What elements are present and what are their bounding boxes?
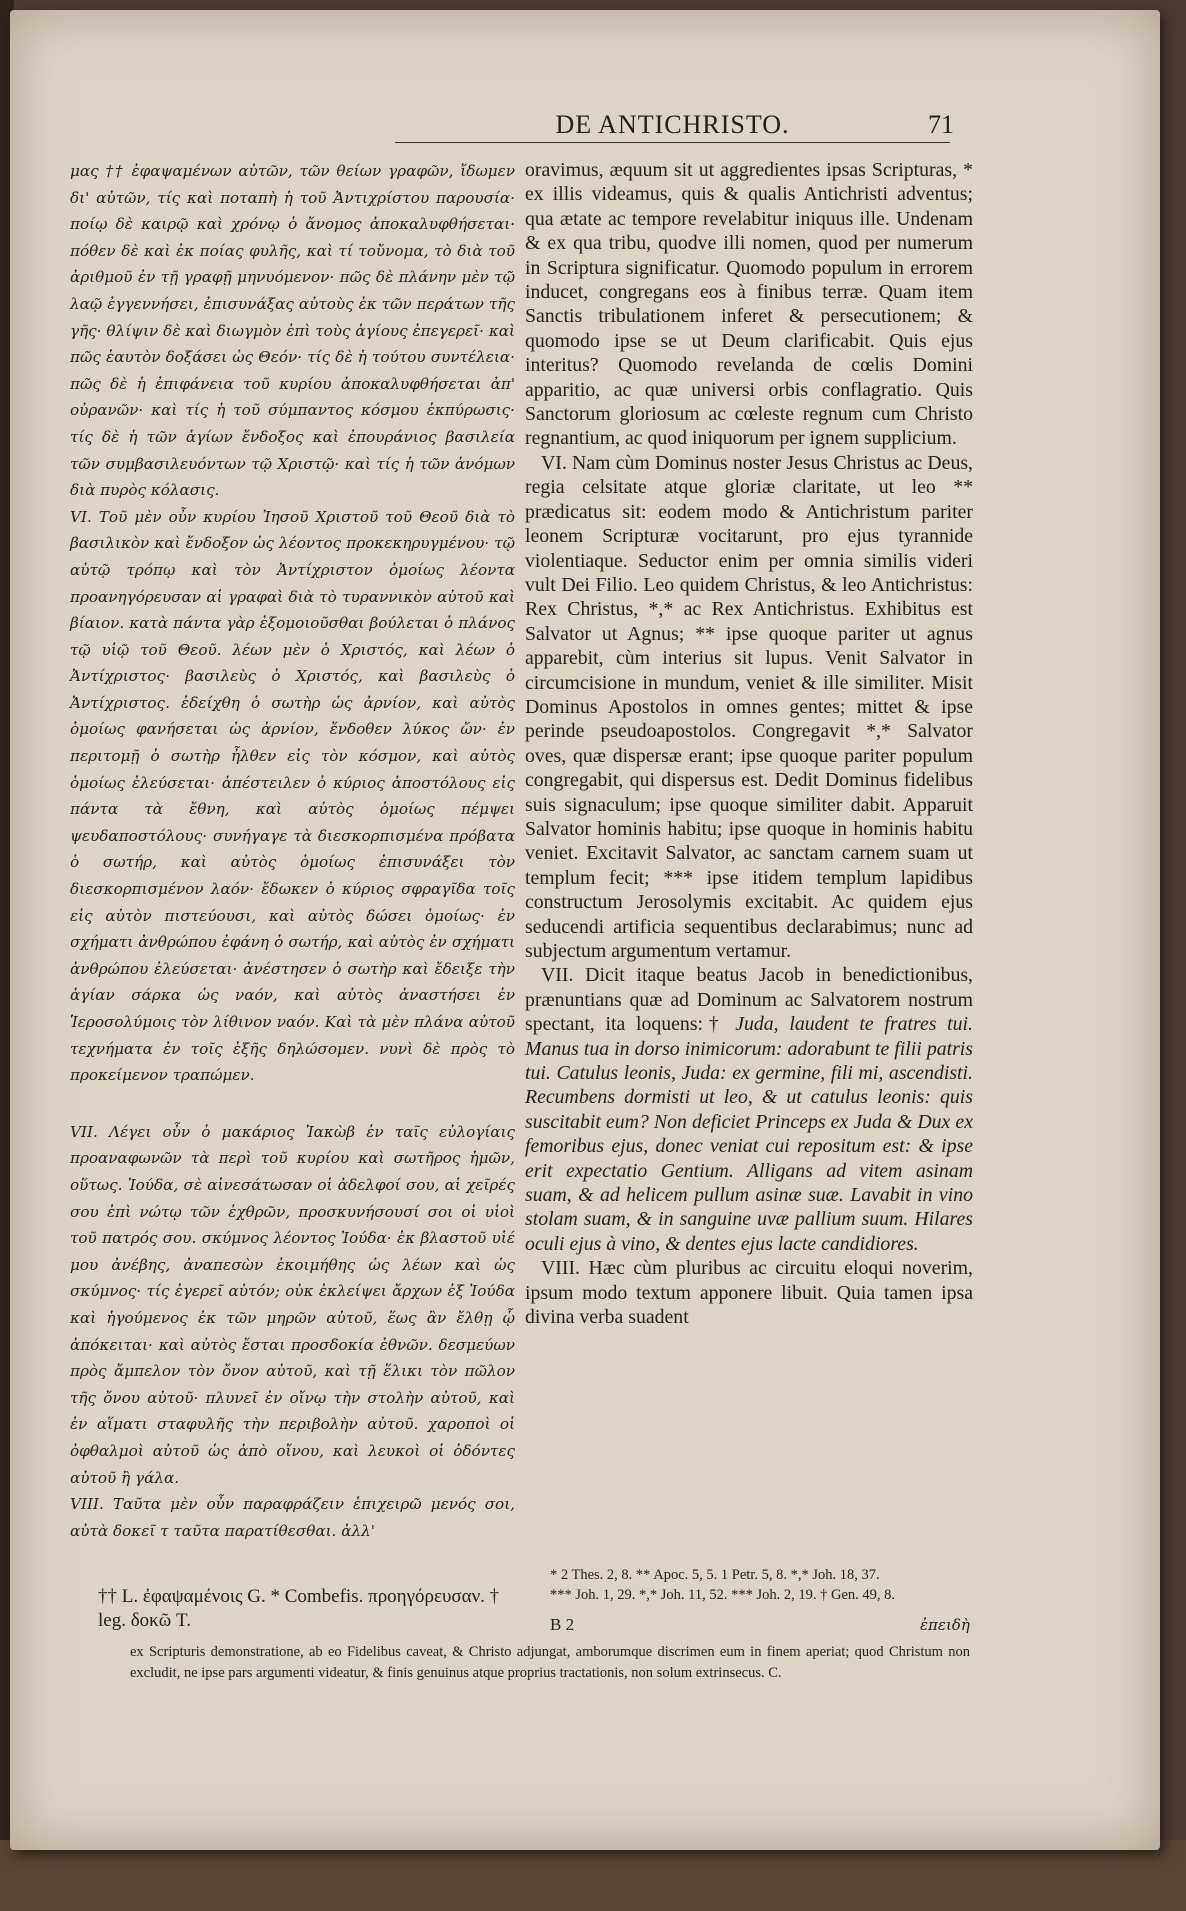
greek-column [70,158,515,1544]
scripture-references-line-2: *** Joh. 1, 29. *,* Joh. 11, 52. *** Joh. 2, 19. † Gen. 49, 8. [550,1587,896,1603]
greek-textual-note: †† L. ἐφαψαμένοις G. * Combefis. προηγόρευσαν. † leg. δοκῶ T. [98,1586,500,1631]
latin-paragraph-viii: VIII. Hæc cùm pluribus ac circuitu eloqui noverim, ipsum modo textum apponere libuit. Quia tamen ipsa divina verba suadent [525,1257,973,1329]
page-header [395,108,954,143]
signature-mark: B 2 [550,1615,575,1634]
latin-paragraph-vii-quote: Juda, laudent te fratres tui. Manus tua in dorso inimicorum: adorabunt te filii patris tui. Catulus leonis, Juda: ex germine, fili mi, ascendisti. Recumbens dormisti ut leo, & ut catulus leonis: quis suscitabit eum? Non deficiet Princeps ex Juda & Dux ex femoribus ejus, donec veniat cui repositum est: & ipse erit expectatio Gentium. Alligans ad vitem asinam suam, & ad helicem pullum asinæ suæ. Lavabit in vino stolam suam, & in sanguine uvæ pallium suum. Hilares oculi ejus à vino, & dentes ejus lacte candidiores. [525,1013,973,1255]
greek-paragraph-vii: VII. Λέγει οὖν ὁ μακάριος Ἰακὼβ ἐν ταῖς εὐλογίαις προαναφωνῶν τὰ περὶ τοῦ κυρίου καὶ σωτῆρος ἡμῶν, οὕτως. Ἰούδα, σὲ αἰνεσάτωσαν οἱ ἀδελφοί σου, αἱ χεῖρές σου ἐπὶ νώτῳ τῶν ἐχθρῶν, προσκυνήσουσί σοι οἱ υἱοὶ τοῦ πατρός σου. σκύμνος λέοντος Ἰούδα· ἐκ βλαστοῦ υἱέ μου ἀνέβης, ἀναπεσὼν ἐκοιμήθης ὡς λέων καὶ ὡς σκύμνος· τίς ἐγερεῖ αὐτόν; οὐκ ἐκλείψει ἄρχων ἐξ Ἰούδα καὶ ἡγούμενος ἐκ τῶν μηρῶν αὐτοῦ, ἕως ἂν ἔλθῃ ᾧ ἀπόκειται· καὶ αὐτὸς ἔσται προσδοκία ἐθνῶν. δεσμεύων πρὸς ἄμπελον τὸν ὄνον αὐτοῦ, καὶ τῇ ἕλικι τὸν πῶλον τῆς ὄνου αὐτοῦ· πλυνεῖ ἐν οἴνῳ τὴν στολὴν αὐτοῦ, καὶ ἐν αἵματι σταφυλῆς τὴν περιβολὴν αὐτοῦ. χαροποὶ οἱ ὀφθαλμοὶ αὐτοῦ ὡς ἀπὸ οἴνου, καὶ λευκοὶ οἱ ὀδόντες αὐτοῦ ἢ γάλα. [70,1122,515,1487]
running-head: DE ANTICHRISTO. [555,110,790,139]
bottom-footnote: ex Scripturis demonstratione, ab eo Fidelibus caveat, & Christo adjungat, amborumque discrimen eum in finem aperiat; quod Christum non excludit, ne ipse pars argumenti videatur, & finis genuinus atque proprius tractationis, non solum extrinsecus. C. [130,1644,970,1681]
greek-paragraph-intro: μας †† ἐφαψαμένων αὐτῶν, τῶν θείων γραφῶν, ἴδωμεν δι' αὐτῶν, τίς καὶ ποταπὴ ἡ τοῦ Ἀντιχρίστου παρουσία· ποίῳ δὲ καιρῷ καὶ χρόνῳ ὁ ἄνομος ἀποκαλυφθήσεται· πόθεν δὲ καὶ ἐκ ποίας φυλῆς, καὶ τί τοὔνομα, τὸ διὰ τοῦ ἀριθμοῦ ἐν τῇ γραφῇ μηνυόμενον· πῶς δὲ πλάνην μὲν τῷ λαῷ ἐγγεννήσει, ἐπισυνάξας αὐτοὺς ἐκ τῶν περάτων τῆς γῆς· θλίψιν δὲ καὶ διωγμὸν ἐπὶ τοὺς ἁγίους ἐπεγερεῖ· καὶ πῶς ἑαυτὸν δοξάσει ὡς Θεόν· τίς δὲ ἡ τούτου συντέλεια· πῶς δὲ ἡ ἐπιφάνεια τοῦ κυρίου ἀποκαλυφθήσεται ἀπ' οὐρανῶν· καὶ τίς ἡ τοῦ σύμπαντος κόσμου ἐκπύρωσις· τίς δὲ ἡ τῶν ἁγίων ἔνδοξος καὶ ἐπουράνιος βασιλεία τῶν συμβασιλευόντων τῷ Χριστῷ· καὶ τίς ἡ τῶν ἀνόμων διὰ πυρὸς κόλασις. [70,162,515,500]
page-number: 71 [928,110,954,139]
latin-paragraph-vii [525,963,973,1256]
latin-paragraph-vii-intro: VII. Dicit itaque beatus Jacob in benedictionibus, prænuntians quæ ad Dominum ac Salvatorem nostrum spectant, ita loquens:† [525,964,973,1036]
scripture-references-line-1: * 2 Thes. 2, 8. ** Apoc. 5, 5. 1 Petr. 5, 8. *,* Joh. 18, 37. [550,1567,880,1583]
latin-paragraph-intro: oravimus, æquum sit ut aggredientes ipsas Scripturas, * ex illis videamus, quis & qualis Antichristi adventus; qua ætate ac tempore revelabitur iniquus ille. Undenam & ex qua tribu, quodve illi nomen, quod per numerum in Scriptura significatur. Quomodo populum in errorem inducet, congregans eos à finibus terræ. Quam item Sanctis tribulationem inferet & persecutionem; & quomodo ipse se ut Deum clarificabit. Quis ejus interitus? Quomodo revelanda de cœlis Domini apparitio, ac quæ universi orbis conflagratio. Quis Sanctorum gloriosum ac cœleste regnum cum Christo regnantium, ac quod iniquorum per ignem supplicium. [525,159,973,450]
latin-paragraph-vi: VI. Nam cùm Dominus noster Jesus Christus ac Deus, regia celsitate atque gloriæ claritate, ut leo ** prædicatus sit: eodem modo & Antichristum pariter leonem Scripturæ vocitarunt, pro ejus tyrannide violentiaque. Seductor enim per omnia similis videri vult Dei Filio. Leo quidem Christus, & leo Antichristus: Rex Christus, *,* ac Rex Antichristus. Exhibitus est Salvator ut Agnus; ** ipse quoque pariter ut agnus apparebit, cùm interius sit lupus. Venit Salvator in circumcisione in mundum, veniet & ille similiter. Misit Dominus Apostolos in omnes gentes; mittet & ipse perinde pseudoapostolos. Congregavit *,* Salvator oves, quæ dispersæ erant; ipse quoque pariter populum congregabit, qui dispersus est. Dedit Dominus fidelibus suis signaculum; ipse quoque similiter dabit. Apparuit Salvator hominis habitu; ipse quoque in hominis habitu veniet. Excitavit Salvator, ac sanctam carnem suam ut templum fecit; *** ipse itidem templum lapidibus constructum Jerosolymis excitabit. Ac quidem ejus seducendi artificia sequentibus declarabimus; nunc ad subjectum argumentum vertamur. [525,451,973,962]
catchword: ἐπειδὴ [920,1616,970,1634]
latin-column [525,158,973,1330]
book-page [10,10,1160,1850]
background-table [0,1840,1186,1911]
greek-paragraph-viii: VIII. Ταῦτα μὲν οὖν παραφράζειν ἐπιχειρῶ μενός σοι, αὐτὰ δοκεῖ τ ταῦτα παρατίθεσθαι. ἀλλ' [70,1495,515,1540]
greek-paragraph-vi: VI. Τοῦ μὲν οὖν κυρίου Ἰησοῦ Χριστοῦ τοῦ Θεοῦ διὰ τὸ βασιλικὸν καὶ ἔνδοξον ὡς λέοντος προκεκηρυγμένου· τῷ αὐτῷ τρόπῳ καὶ τὸν Ἀντίχριστον ὁμοίως λέοντα προανηγόρευσαν αἱ γραφαὶ διὰ τὸ τυραννικὸν αὐτοῦ καὶ βίαιον. κατὰ πάντα γὰρ ἐξομοιοῦσθαι βούλεται ὁ πλάνος τῷ υἱῷ τοῦ Θεοῦ. λέων μὲν ὁ Χριστός, καὶ λέων ὁ Ἀντίχριστος· βασιλεὺς ὁ Χριστός, καὶ βασιλεὺς ὁ Ἀντίχριστος. ἐδείχθη ὁ σωτὴρ ὡς ἀρνίον, καὶ αὐτὸς ὁμοίως φανήσεται ὡς ἀρνίον, ἔνδοθεν λύκος ὤν· ἐν περιτομῇ ὁ σωτὴρ ἦλθεν εἰς τὸν κόσμον, καὶ αὐτὸς ὁμοίως ἐλεύσεται· ἀπέστειλεν ὁ κύριος ἀποστόλους εἰς πάντα τὰ ἔθνη, καὶ αὐτὸς ὁμοίως πέμψει ψευδαποστόλους· συνήγαγε τὰ διεσκορπισμένα πρόβατα ὁ σωτήρ, καὶ αὐτὸς ὁμοίως ἐπισυνάξει τὸν διεσκορπισμένον λαόν· ἔδωκεν ὁ κύριος σφραγῖδα τοῖς εἰς αὐτὸν πιστεύουσι, καὶ αὐτὸς δώσει ὁμοίως· ἐν σχήματι ἀνθρώπου ἐφάνη ὁ σωτήρ, καὶ αὐτὸς ἐν σχήματι ἀνθρώπου ἐλεύσεται· ἀνέστησεν ὁ σωτὴρ καὶ ἔδειξε τὴν ἁγίαν σάρκα ὡς ναόν, καὶ αὐτὸς ἀναστήσει ἐν Ἱεροσολύμοις τὸν λίθινον ναόν. Καὶ τὰ μὲν πλάνα αὐτοῦ τεχνήματα ἐν τοῖς ἑξῆς δηλώσομεν. νυνὶ δὲ πρὸς τὸ προκείμενον τραπώμεν. [70,507,515,1085]
scripture-references [550,1565,975,1605]
